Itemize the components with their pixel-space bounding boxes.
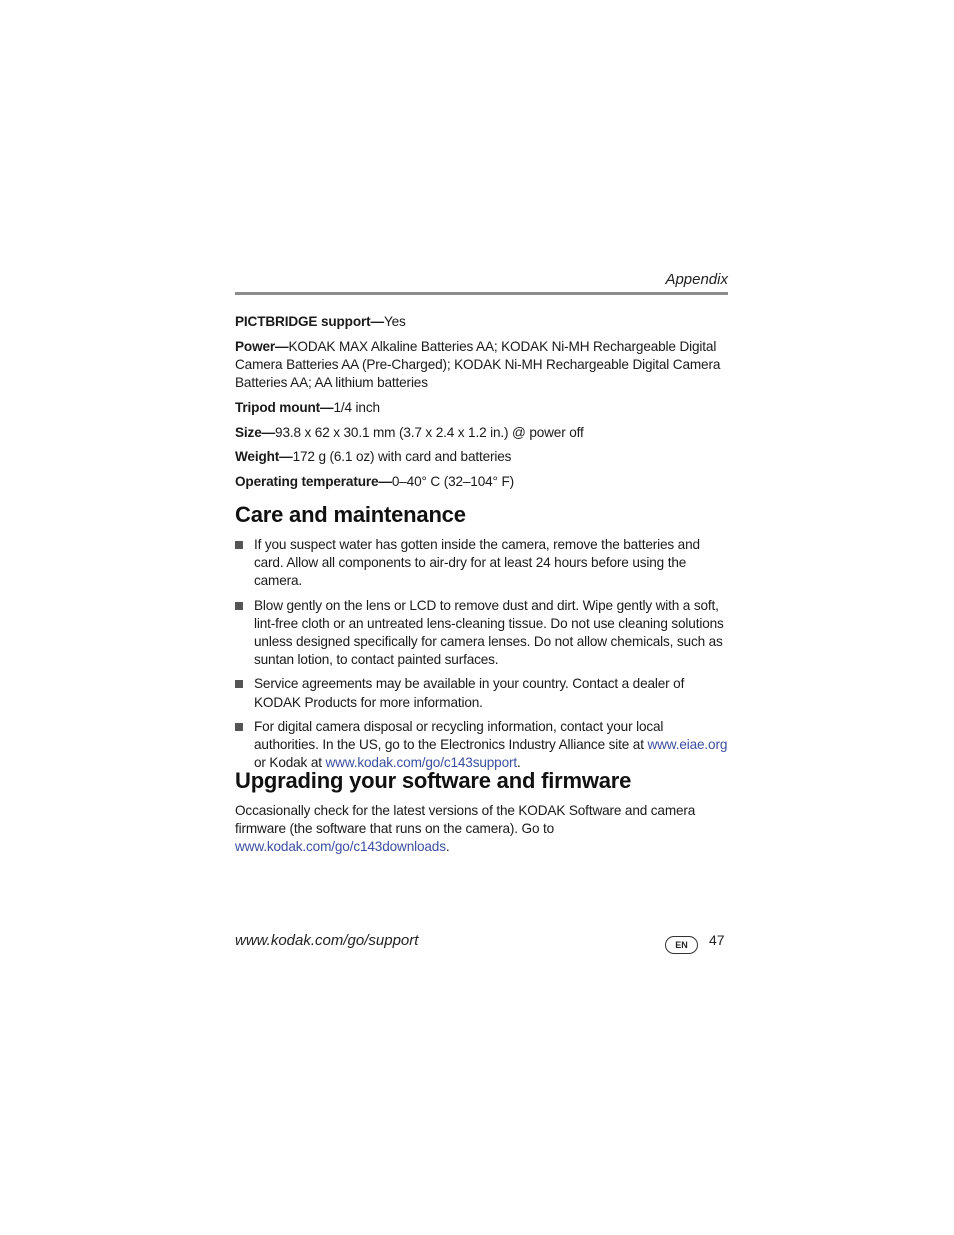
square-bullet-icon xyxy=(235,541,243,549)
spec-value: Yes xyxy=(383,314,406,329)
list-item xyxy=(235,675,728,711)
care-heading: Care and maintenance xyxy=(235,502,466,527)
kodak-support-link[interactable]: www.kodak.com/go/c143support xyxy=(325,755,518,771)
spec-value: 0–40° C (32–104° F) xyxy=(391,473,514,489)
spec-power xyxy=(235,338,728,393)
eiae-link[interactable]: www.eiae.org xyxy=(647,737,728,753)
upgrade-text: Occasionally check for the latest versions of the KODAK Software and camera firmware (the software that runs on the camera). Go to xyxy=(235,803,696,837)
spec-pictbridge xyxy=(235,313,728,331)
care-list xyxy=(235,536,728,778)
list-item xyxy=(235,597,728,670)
list-item-text: Blow gently on the lens or LCD to remove dust and dirt. Wipe gently with a soft, lint-free cloth or an untreated lens-cleaning tissue. Do not use cleaning solutions unless designed specifically for camera lenses. Do not allow chemicals, such as suntan lotion, to contact painted surfaces. xyxy=(254,597,724,668)
spec-value: 172 g (6.1 oz) with card and batteries xyxy=(292,449,512,465)
header-rule xyxy=(235,292,728,295)
list-item-text: If you suspect water has gotten inside the camera, remove the batteries and card. Allow all components to air-dry for at least 24 hours before using the camera. xyxy=(254,537,700,589)
running-head: Appendix xyxy=(665,271,728,288)
language-badge: EN xyxy=(665,936,698,954)
spec-value: KODAK MAX Alkaline Batteries AA; KODAK Ni-MH Rechargeable Digital Camera Batteries AA (Pre-Charged); KODAK Ni-MH Rechargeable Digital Camera Batteries AA; AA lithium batteries xyxy=(235,338,721,391)
spec-operating-temperature xyxy=(235,473,728,491)
specifications-list xyxy=(235,313,728,498)
square-bullet-icon xyxy=(235,680,243,688)
spec-label: Power— xyxy=(235,338,289,354)
page-number: 47 xyxy=(709,932,725,948)
spec-value: 93.8 x 62 x 30.1 mm (3.7 x 2.4 x 1.2 in.) @ power off xyxy=(275,424,584,440)
upgrade-paragraph xyxy=(235,802,728,857)
spec-label: Weight— xyxy=(235,449,293,465)
square-bullet-icon xyxy=(235,723,243,731)
spec-label: PICTBRIDGE support— xyxy=(235,314,384,329)
square-bullet-icon xyxy=(235,602,243,610)
list-item-text: Service agreements may be available in your country. Contact a dealer of KODAK Products for more information. xyxy=(254,676,685,710)
list-item xyxy=(235,718,728,773)
list-item-text: For digital camera disposal or recycling information, contact your local authorities. In the US, go to the Electronics Industry Alliance site at xyxy=(254,718,664,753)
spec-weight xyxy=(235,448,728,466)
list-item-text: . xyxy=(517,755,521,771)
spec-tripod-mount xyxy=(235,399,728,417)
upgrade-heading: Upgrading your software and firmware xyxy=(235,768,632,793)
list-item-text: or Kodak at xyxy=(254,755,326,771)
spec-label: Size— xyxy=(235,424,276,440)
kodak-downloads-link[interactable]: www.kodak.com/go/c143downloads xyxy=(235,839,446,855)
spec-label: Operating temperature— xyxy=(235,473,392,489)
list-item xyxy=(235,536,728,591)
spec-value: 1/4 inch xyxy=(333,399,380,415)
spec-label: Tripod mount— xyxy=(235,399,334,415)
upgrade-text-end: . xyxy=(445,839,450,855)
spec-size xyxy=(235,424,728,442)
footer-url: www.kodak.com/go/support xyxy=(235,932,419,949)
